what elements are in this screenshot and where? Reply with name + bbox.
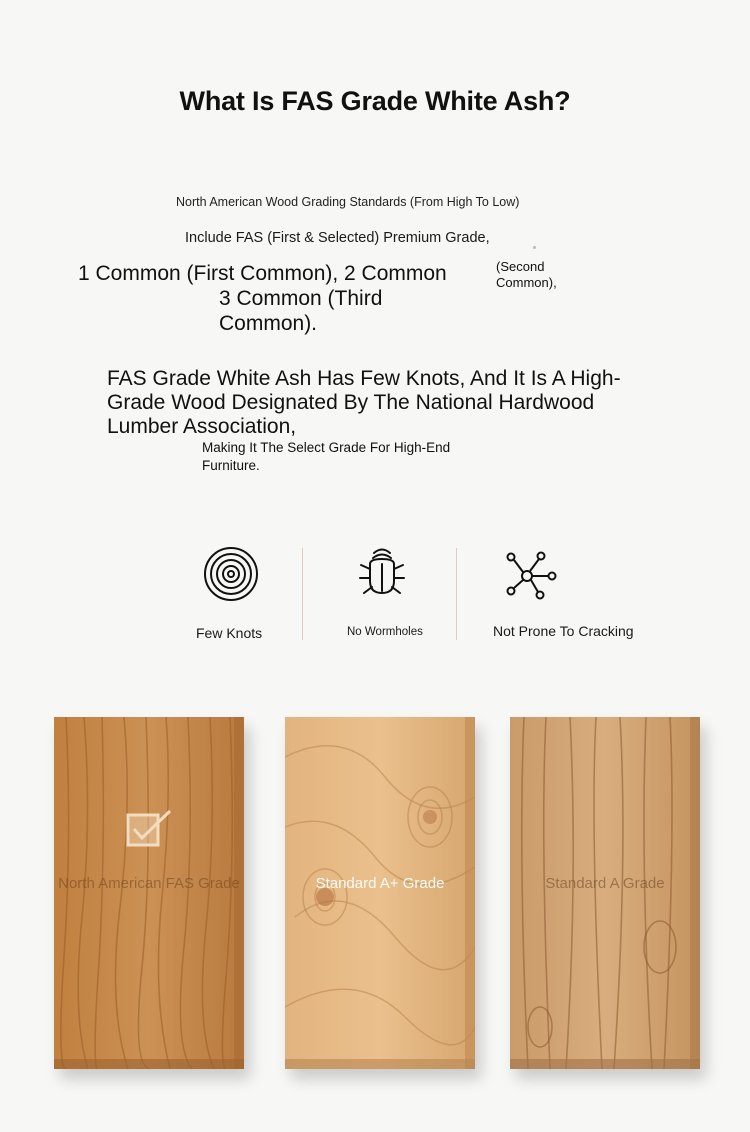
feature-label-few-knots: Few Knots: [196, 625, 263, 641]
fas-description-secondary: Making It The Select Grade For High-End Furniture.: [202, 440, 451, 473]
wood-board-a-grade: [510, 717, 700, 1069]
wood-board-fas-grade: [54, 717, 244, 1069]
tree-rings-icon: [203, 546, 259, 607]
speck: [533, 246, 536, 249]
fas-description: FAS Grade White Ash Has Few Knots, And It Is A High-Grade Wood Designated By The National Hardwood Lumber Association,: [107, 367, 621, 438]
page-title: What Is FAS Grade White Ash?: [179, 86, 571, 116]
second-common-note: (Second Common),: [496, 259, 557, 290]
feature-label-no-wormholes: No Wormholes: [347, 626, 423, 638]
board-label-a: Standard A Grade: [545, 875, 665, 892]
checkmark-badge-icon: [126, 809, 174, 847]
beetle-icon: [357, 547, 407, 604]
board-label-fas: North American FAS Grade: [58, 875, 240, 892]
third-common-line: 3 Common (Third Common).: [219, 287, 383, 335]
feature-divider: [456, 548, 457, 640]
wood-board-a-plus-grade: [285, 717, 475, 1069]
molecule-network-icon: [505, 551, 557, 606]
feature-divider: [302, 548, 303, 640]
grading-standards-subtitle: North American Wood Grading Standards (From High To Low): [176, 195, 520, 209]
include-fas-line: Include FAS (First & Selected) Premium Grade,: [185, 230, 490, 246]
grades-line: 1 Common (First Common), 2 Common: [78, 262, 447, 285]
feature-label-not-prone-to-cracking: Not Prone To Cracking: [493, 623, 634, 639]
board-label-a-plus: Standard A+ Grade: [315, 875, 445, 892]
